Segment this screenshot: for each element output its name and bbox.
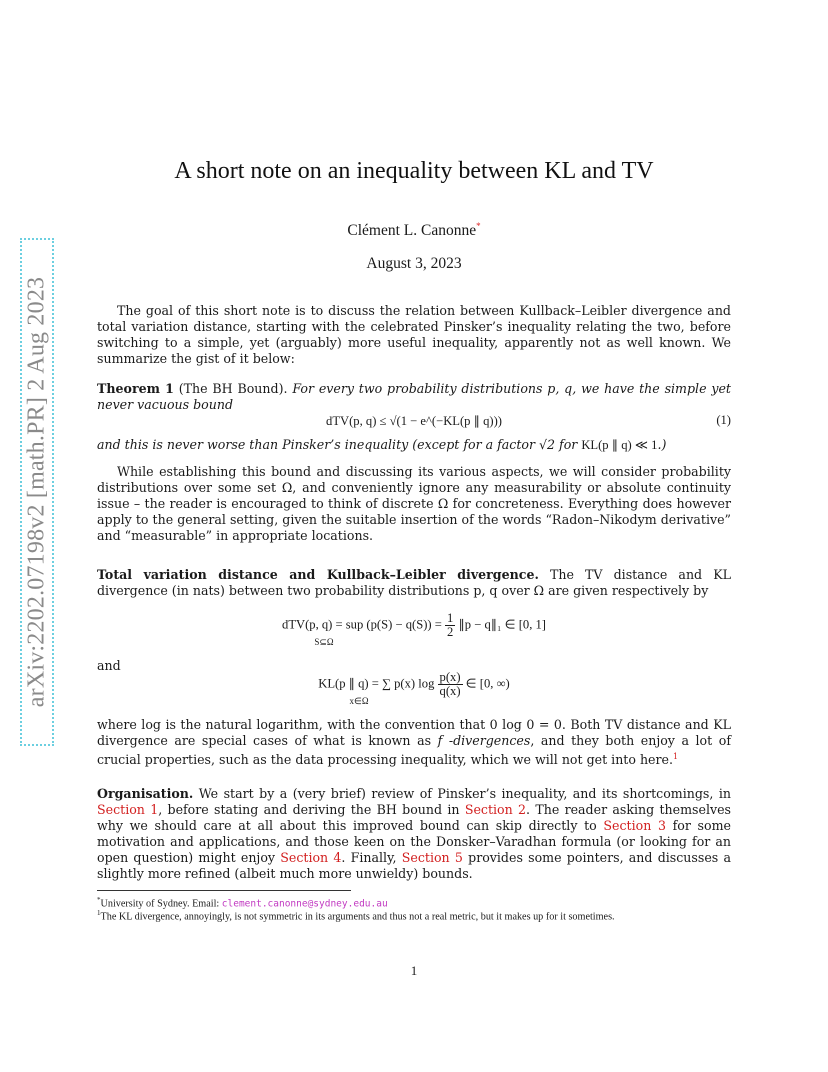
tv-kl-heading: Total variation distance and Kullback–Leibler divergence. [97,567,539,582]
equation-kl-subscript: x∈Ω [349,696,369,706]
author-line [96,221,732,240]
paragraph-setting: While establishing this bound and discussing its various aspects, we will consider probability distributions over some set Ω, and conveniently ignore any measurability or absolute continuity issue – the reader is encouraged to think of discrete Ω for concreteness. Everything does however apply to the general setting, given the suitable insertion of the words “Radon–Nikodym derivative” and “measurable” in appropriate locations. [97,464,731,543]
divergence-remarks [97,717,731,768]
footnote-rule [97,890,351,891]
equation-tv-fraction [445,612,455,639]
theorem-block [97,381,731,413]
equation-tv-subscript: S⊆Ω [314,637,334,647]
author-footnote-mark[interactable]: * [476,221,481,231]
theorem-name: (The BH Bound). [178,381,288,396]
section-2-link[interactable]: Section 2 [464,802,527,817]
section-1-link[interactable]: Section 1 [97,802,159,817]
section-3-link[interactable]: Section 3 [603,818,666,833]
paper-title: A short note on an inequality between KL and TV [174,158,654,184]
tv-kl-text: The TV distance and KL divergence (in nats) between two probability distributions p, q over Ω are given respectively by [97,567,731,598]
equation-tv [97,612,731,648]
equation-1-body: dTV(p, q) ≤ √(1 − e^(−KL(p ∥ q))) [326,414,502,428]
and-word: and [97,658,121,673]
section-4-link[interactable]: Section 4 [280,850,342,865]
equation-kl-fraction [438,671,463,698]
theorem-label: Theorem 1 [97,381,174,396]
equation-tv-left: dTV(p, q) = sup (p(S) − q(S)) = [282,617,442,632]
equation-kl-right: ∈ [0, ∞) [465,676,510,691]
author-name: Clément L. Canonne [347,222,477,240]
organisation-text-4: for some motivation and applications, and those keen on the Donsker–Varadhan formula (or looking for an open question) might enjoy [97,818,731,865]
abstract: The goal of this short note is to discuss the relation between Kullback–Leibler divergence and total variation distance, starting with the celebrated Pinsker’s inequality relating the two, before switching to a simple, yet (arguably) more useful inequality, apparently not as well known. We summarize the gist of it below: [97,303,731,366]
equation-kl-left: KL(p ∥ q) = ∑ p(x) log [318,676,435,691]
tv-kl-paragraph [97,567,731,599]
equation-tv-frac-num: 1 [447,611,454,625]
footnote-affiliation-mark: * [97,896,101,904]
paper-date: August 3, 2023 [366,255,462,272]
footnote-1-link[interactable]: 1 [673,752,679,761]
equation-1 [97,413,731,429]
equation-tv-frac-den: 2 [447,625,454,639]
organisation-text-1: We start by a (very brief) review of Pinsker’s inequality, and its shortcomings, in [198,786,731,801]
arxiv-stamp [20,238,54,746]
organisation-text-3: . The reader asking themselves why we should care at all about this improved bound can skip directly to [97,802,732,833]
organisation-paragraph [97,786,731,882]
organisation-text-2: , before stating and deriving the BH bound in [158,802,465,817]
divergence-remarks-pre: where log is the natural logarithm, with the convention that 0 log 0 = 0. Both TV distance and KL divergence are special cases of what is known as [97,717,731,748]
theorem-after-pre: and this is never worse than Pinsker’s inequality (except for a factor √2 for [97,437,582,452]
theorem-after-math: KL(p ∥ q) ≪ 1 [581,438,658,452]
organisation-text-5: . Finally, [341,850,402,865]
equation-1-number: (1) [716,413,731,427]
equation-kl-frac-den: q(x) [439,684,461,698]
organisation-heading: Organisation. [97,786,194,801]
footnote-1-mark: 1 [97,909,101,917]
theorem-statement: For every two probability distributions p, q, we have the simple yet never vacuous bound [97,381,731,412]
author-email-link[interactable]: clement.canonne@sydney.edu.au [221,898,388,910]
footnote-1 [97,907,737,923]
theorem-after [97,437,731,453]
organisation-text-6: provides some pointers, and discusses a slightly more refined (albeit much more unwieldy) bounds. [97,850,731,881]
divergence-remarks-post: , and they both enjoy a lot of crucial properties, such as the data processing inequality, which we will not get into here. [97,733,731,768]
divergence-remarks-ital: f -divergences [437,733,531,748]
equation-kl [97,671,731,707]
equation-kl-frac-num: p(x) [439,670,461,684]
section-5-link[interactable]: Section 5 [401,850,463,865]
arxiv-stamp-text: arXiv:2202.07198v2 [math.PR] 2 Aug 2023 [23,276,50,708]
theorem-after-post: .) [657,437,667,452]
footnote-1-text: The KL divergence, annoyingly, is not symmetric in its arguments and thus not a real metric, but it makes up for it sometimes. [100,911,615,923]
page-number: 1 [410,963,418,978]
equation-tv-right: ∥p − q∥₁ ∈ [0, 1] [458,617,546,632]
footnote-affiliation-text: University of Sydney. Email: [100,898,222,910]
